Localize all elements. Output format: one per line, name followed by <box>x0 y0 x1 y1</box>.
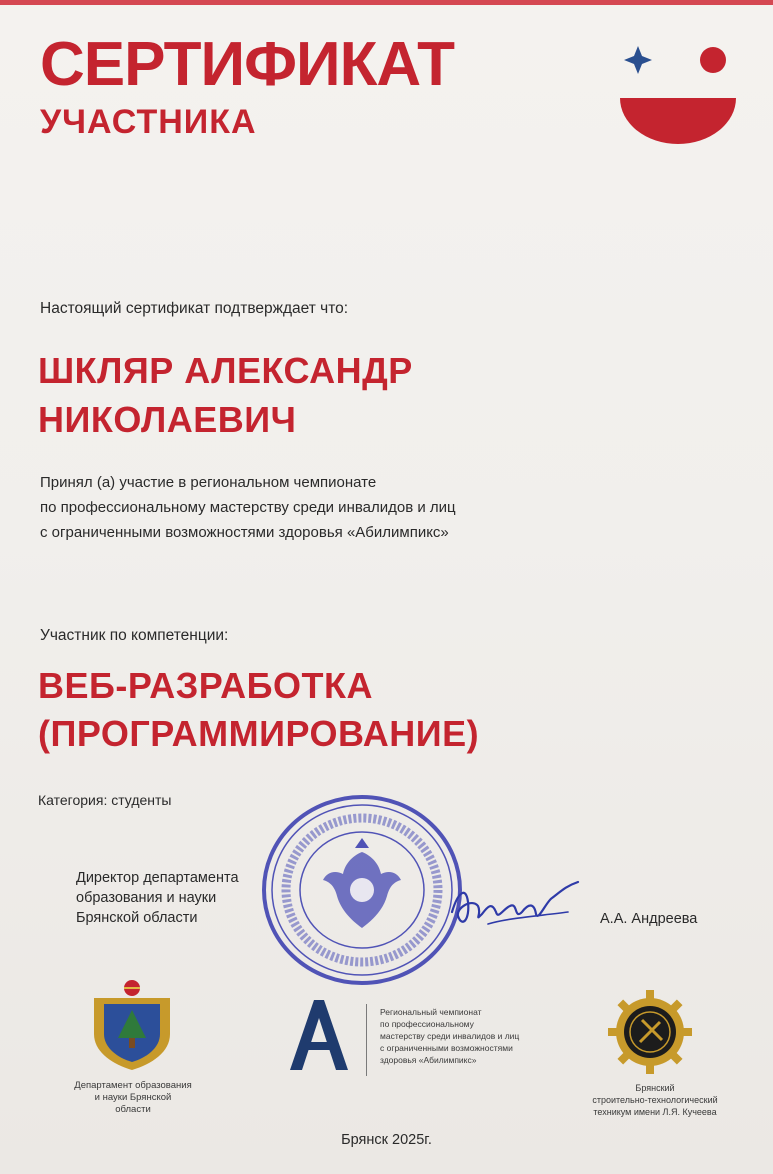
abilimpics-smile-logo-icon <box>618 40 738 150</box>
confirm-text: Настоящий сертификат подтверждает что: <box>40 300 349 317</box>
abilimpics-text-line: по профессиональному <box>380 1019 474 1029</box>
technikum-gear-logo-icon <box>608 990 692 1074</box>
emblem-caption-line: Департамент образования <box>74 1080 192 1091</box>
emblem-caption-line: области <box>115 1104 151 1115</box>
competence-name <box>38 662 638 758</box>
technikum-caption <box>570 1082 740 1118</box>
abilimpics-description <box>380 1006 550 1066</box>
emblem-caption-line: и науки Брянской <box>94 1092 172 1103</box>
abilimpics-text-line: Региональный чемпионат <box>380 1007 482 1017</box>
competence-line-1: ВЕБ-РАЗРАБОТКА <box>38 665 373 706</box>
technikum-caption-line: строительно-технологический <box>592 1095 718 1105</box>
participant-name-line-2: НИКОЛАЕВИЧ <box>38 399 297 440</box>
abilimpics-divider <box>366 1004 367 1076</box>
description-line: Принял (а) участие в региональном чемпионате <box>40 474 377 491</box>
abilimpics-text-line: здоровья «Абилимпикс» <box>380 1055 477 1065</box>
abilimpics-a-logo-icon <box>284 996 354 1072</box>
technikum-caption-line: техникум имени Л.Я. Кучеева <box>593 1107 717 1117</box>
top-accent-bar <box>0 0 773 5</box>
director-position-line: Директор департамента <box>76 870 239 886</box>
certificate-title: СЕРТИФИКАТ <box>40 30 454 99</box>
director-position <box>76 868 239 928</box>
emblem-caption <box>58 1080 208 1116</box>
bryansk-region-emblem-icon <box>84 976 180 1072</box>
certificate-subtitle: УЧАСТНИКА <box>40 103 257 141</box>
participant-name <box>38 346 598 444</box>
official-seal-icon <box>257 790 467 990</box>
city-year: Брянск 2025г. <box>341 1132 432 1148</box>
abilimpics-text-line: мастерству среди инвалидов и лиц <box>380 1031 520 1041</box>
category-text: Категория: студенты <box>38 792 172 808</box>
signer-name: А.А. Андреева <box>600 911 698 927</box>
technikum-caption-line: Брянский <box>635 1083 675 1093</box>
participant-name-line-1: ШКЛЯР АЛЕКСАНДР <box>38 350 413 391</box>
participation-description <box>40 470 660 545</box>
description-line: с ограниченными возможностями здоровья «Абилимпикс» <box>40 524 449 541</box>
competence-label: Участник по компетенции: <box>40 627 229 644</box>
director-position-line: образования и науки <box>76 890 217 906</box>
signature-icon <box>448 872 588 942</box>
description-line: по профессиональному мастерству среди инвалидов и лиц <box>40 499 456 516</box>
director-position-line: Брянской области <box>76 910 198 926</box>
abilimpics-text-line: с ограниченными возможностями <box>380 1043 513 1053</box>
competence-line-2: (ПРОГРАММИРОВАНИЕ) <box>38 713 480 754</box>
